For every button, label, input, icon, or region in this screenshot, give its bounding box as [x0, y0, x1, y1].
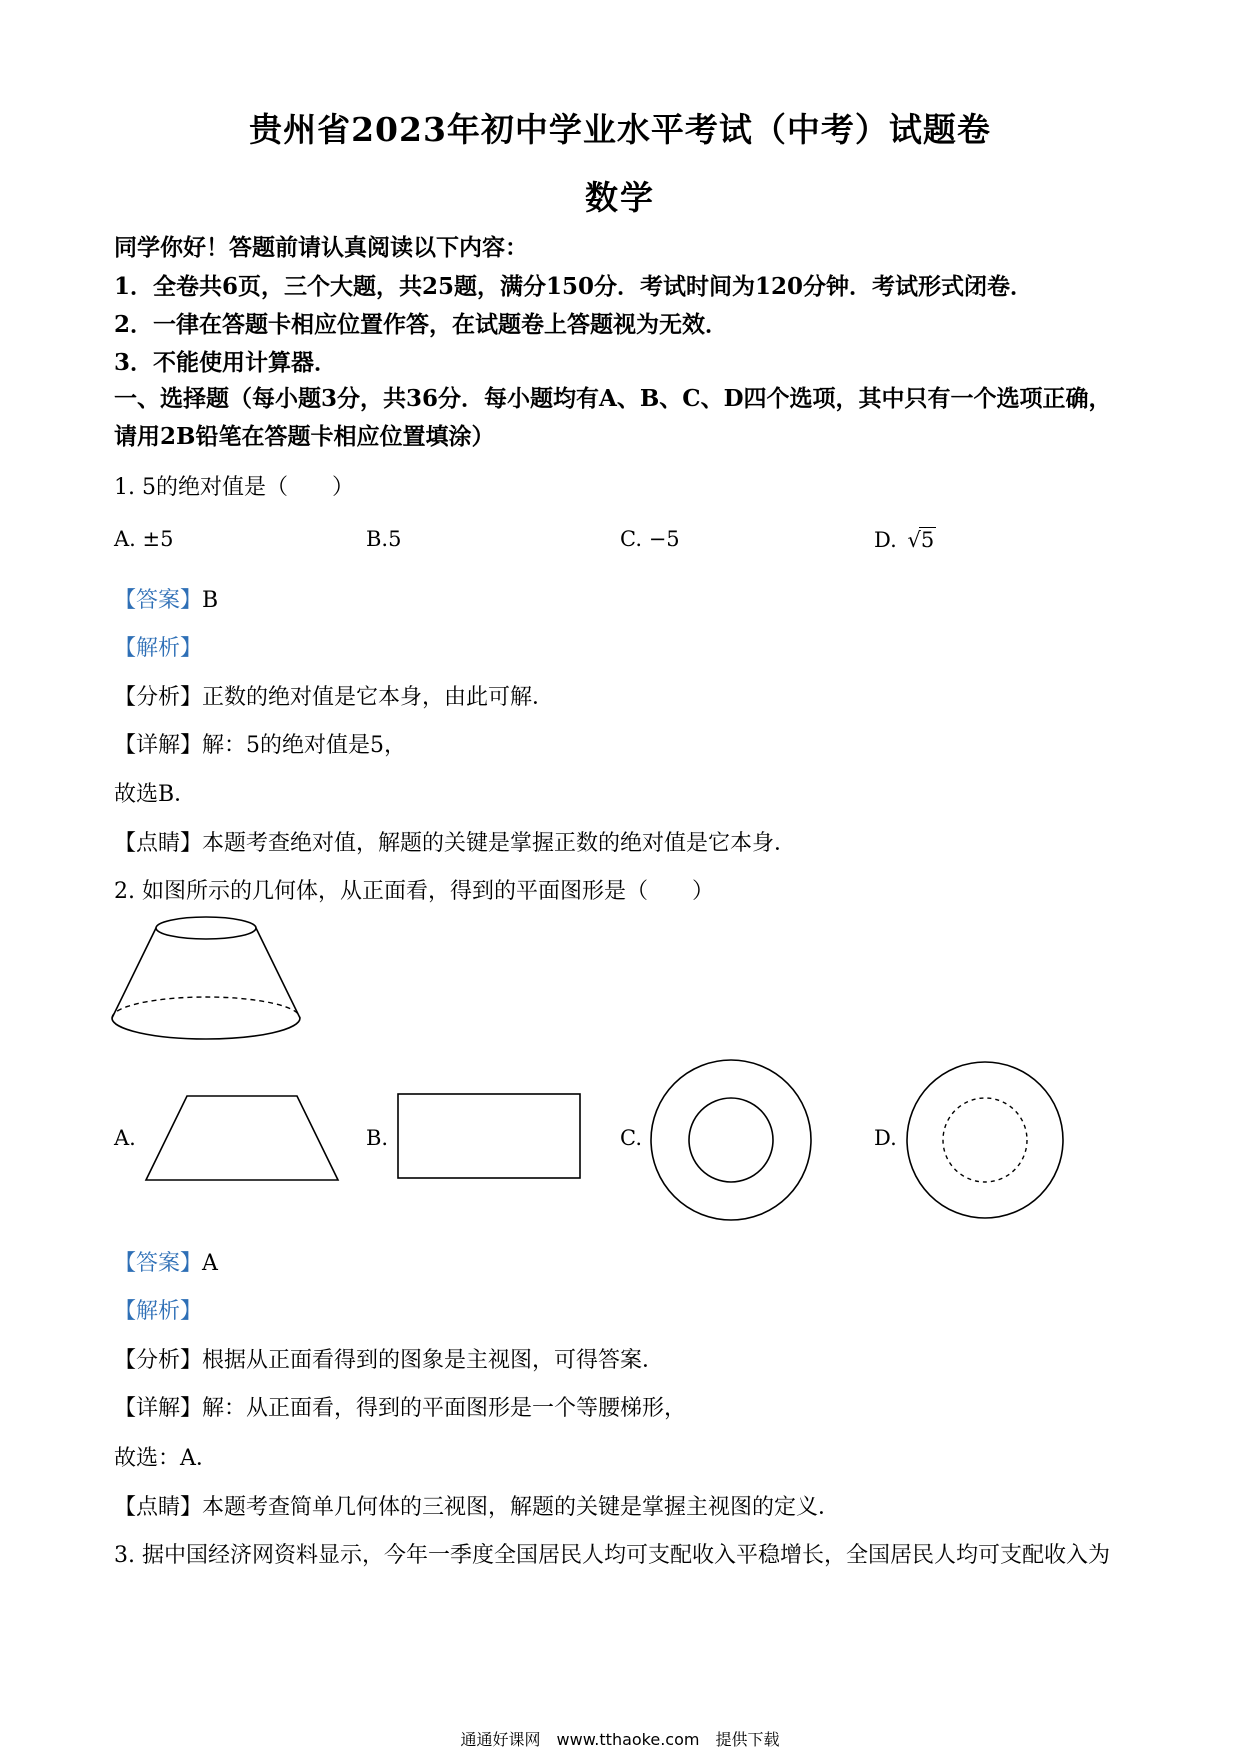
q1-dianjing-tag: 【点睛】 [114, 831, 203, 856]
q1-dianjing [114, 826, 796, 857]
q2-stem: 2. 如图所示的几何体，从正面看，得到的平面图形是（ ） [114, 879, 714, 904]
q1-option-d-label: D. [874, 528, 897, 552]
inner-circle-solid [689, 1098, 773, 1182]
concentric-circles-figure [648, 1057, 814, 1223]
sqrt-icon: √5 [907, 528, 935, 552]
q2-dianjing-text: 本题考查简单几何体的三视图，解题的关键是掌握主视图的定义． [202, 1495, 841, 1520]
q2-fenxi-text: 根据从正面看得到的图象是主视图，可得答案． [202, 1348, 665, 1373]
q1-option-b [366, 527, 401, 551]
outer-circle [907, 1062, 1063, 1218]
q1-xiangjie-text: 解：5的绝对值是5， [202, 733, 407, 758]
frustum-figure [106, 910, 306, 1045]
q1-option-b-value: 5 [388, 527, 402, 551]
q2-option-c-label: C. [620, 1126, 642, 1150]
q1-choose: 故选B． [114, 782, 197, 807]
instruction-item-2: 2．一律在答题卡相应位置作答，在试题卷上答题视为无效． [114, 311, 729, 338]
q2-fenxi [114, 1343, 664, 1374]
q2-answer [114, 1246, 218, 1277]
q2-xiangjie [114, 1391, 686, 1422]
outer-circle [651, 1060, 811, 1220]
q1-fenxi-tag: 【分析】 [114, 685, 203, 710]
inner-circle-dashed [943, 1098, 1027, 1182]
q1-fenxi [114, 680, 554, 711]
rectangle-figure [396, 1092, 582, 1182]
q2-answer-value: A [202, 1251, 218, 1276]
trapezoid-shape [146, 1096, 338, 1180]
q1-stem: 1. 5的绝对值是（ ） [114, 475, 354, 500]
page-footer: 通通好课网 www.tthaoke.com 提供下载 [460, 1730, 780, 1749]
q1-option-d [874, 527, 936, 552]
q1-option-c [620, 527, 680, 551]
section1-heading: 一、选择题（每小题3分，共36分．每小题均有A、B、C、D四个选项，其中只有一个选项正确，请用2B铅笔在答题卡相应位置填涂） [114, 385, 1112, 450]
q2-option-d-label: D. [874, 1126, 897, 1150]
q2-xiangjie-tag: 【详解】 [114, 1396, 203, 1421]
exam-title: 贵州省2023年初中学业水平考试（中考）试题卷 [249, 110, 991, 149]
q1-xiangjie [114, 728, 406, 759]
q2-analysis-tag: 【解析】 [114, 1299, 203, 1324]
q1-option-a-label: A. [114, 527, 136, 551]
q1-answer-tag: 【答案】 [114, 588, 203, 613]
frustum-base-back [112, 997, 300, 1018]
q2-option-b-label: B. [366, 1126, 389, 1150]
q1-dianjing-text: 本题考查绝对值，解题的关键是掌握正数的绝对值是它本身． [202, 831, 797, 856]
subject-title: 数学 [585, 178, 655, 217]
q1-answer [114, 583, 218, 614]
rectangle-shape [398, 1094, 580, 1178]
instruction-item-1: 1．全卷共6页，三个大题，共25题，满分150分．考试时间为120分钟．考试形式闭卷． [114, 273, 1034, 300]
q1-option-d-value: 5 [920, 528, 935, 552]
q2-dianjing [114, 1490, 840, 1521]
q1-xiangjie-tag: 【详解】 [114, 733, 203, 758]
instruction-item-3: 3．不能使用计算器． [114, 349, 338, 376]
q1-analysis-tag: 【解析】 [114, 636, 203, 661]
q1-option-c-label: C. [620, 527, 642, 551]
frustum-top-ellipse [156, 917, 256, 939]
q2-choose: 故选：A． [114, 1446, 218, 1471]
q1-fenxi-text: 正数的绝对值是它本身，由此可解． [202, 685, 555, 710]
q1-option-a [114, 527, 174, 551]
q1-option-b-label: B. [366, 527, 389, 551]
q1-option-c-value: −5 [648, 527, 680, 551]
q1-option-a-value: ±5 [142, 527, 174, 551]
q3-stem: 3. 据中国经济网资料显示，今年一季度全国居民人均可支配收入平稳增长，全国居民人均可支配收入为 [114, 1543, 1110, 1568]
frustum-base-front [112, 1018, 300, 1039]
dashed-concentric-circles-figure [902, 1057, 1068, 1223]
q2-xiangjie-text: 解：从正面看，得到的平面图形是一个等腰梯形， [202, 1396, 687, 1421]
instructions-greeting: 同学你好！答题前请认真阅读以下内容： [114, 234, 528, 261]
trapezoid-figure [142, 1092, 342, 1184]
q2-dianjing-tag: 【点睛】 [114, 1495, 203, 1520]
q2-answer-tag: 【答案】 [114, 1251, 203, 1276]
q2-option-a-label: A. [114, 1126, 136, 1150]
q1-answer-value: B [202, 588, 219, 613]
q2-fenxi-tag: 【分析】 [114, 1348, 203, 1373]
